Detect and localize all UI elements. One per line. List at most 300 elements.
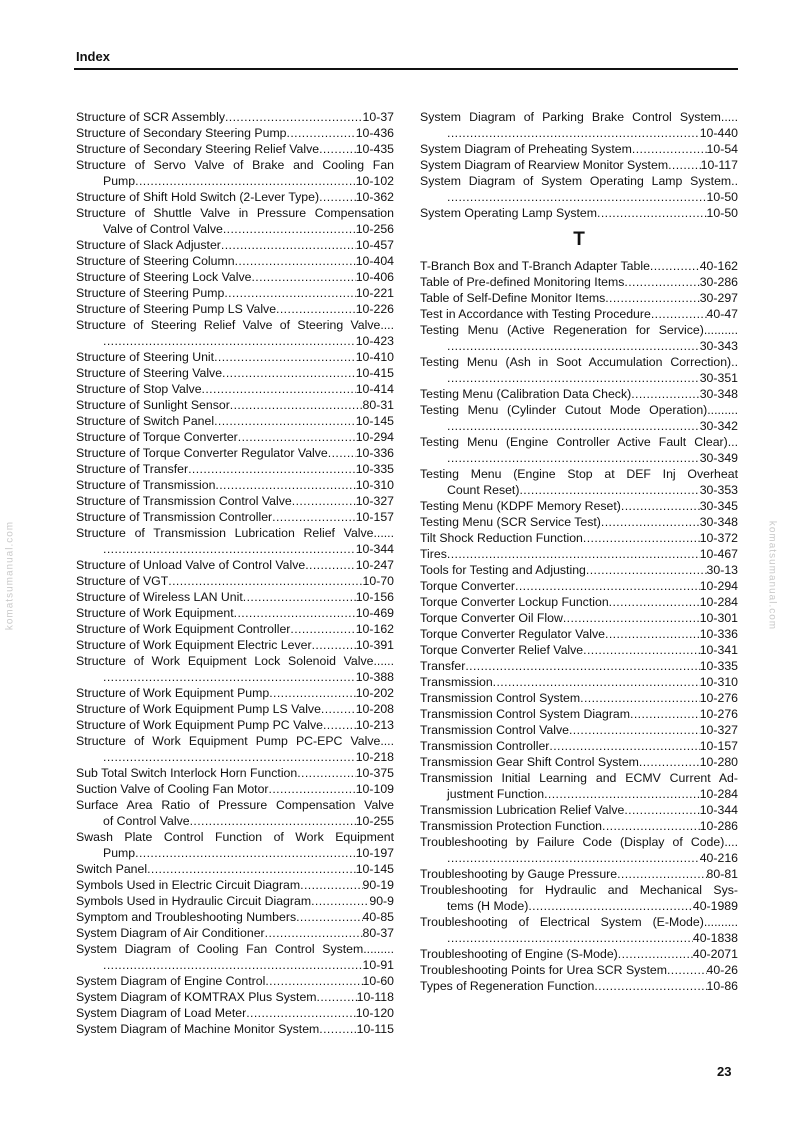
dot-leader [447,189,707,205]
dot-leader [215,477,355,493]
index-entry-text: Structure of Work Equipment Pump [76,686,270,700]
index-entry [76,973,394,989]
index-entry [420,706,738,722]
index-entry-text: Structure of Work Equipment Pump PC-EPC Valve.... [76,734,394,748]
index-entry-line [76,1021,394,1037]
index-entry-text: Symptom and Troubleshooting Numbers [76,910,297,924]
dot-leader [135,845,356,861]
index-entry-page: 10-280 [699,755,738,769]
index-entry-page: 30-348 [699,515,738,529]
dot-leader [319,141,356,157]
index-entry-text: Structure of Transmission Lubrication Relief Valve...... [76,526,394,540]
index-entry-page: 40-2071 [692,947,738,961]
index-entry-line [420,722,738,738]
index-entry-text: System Diagram of System Operating Lamp System.. [420,174,738,188]
dot-leader [276,301,356,317]
index-entry-line [420,306,738,322]
index-entry-text: Symbols Used in Electric Circuit Diagram [76,878,301,892]
index-entry-text: Transmission Gear Shift Control System [420,755,639,769]
index-entry-text: Structure of Work Equipment Pump LS Valve [76,702,321,716]
index-entry-line [420,546,738,562]
index-entry-line [420,594,738,610]
dot-leader [103,333,356,349]
index-entry [76,413,394,429]
dot-leader [297,765,355,781]
watermark-right: komatsumanual.com [766,520,778,631]
index-entry [76,733,394,765]
dot-leader [222,365,356,381]
index-entry-page: 10-335 [699,659,738,673]
index-entry-line [76,637,394,653]
dot-leader [224,285,355,301]
index-entry [76,637,394,653]
index-entry-page: 10-410 [355,350,394,364]
index-entry-line [76,141,394,157]
index-entry-text: Structure of Shift Hold Switch (2-Lever Type) [76,190,320,204]
index-entry-line [420,418,738,434]
index-entry-text: System Diagram of Preheating System [420,142,632,156]
index-entry-text: Structure of Secondary Steering Pump [76,126,287,140]
index-entry-page: 10-54 [706,142,738,156]
index-entry [76,861,394,877]
index-entry [76,1005,394,1021]
dot-leader [580,690,700,706]
dot-leader [319,189,356,205]
index-entry-line [420,738,738,754]
index-entry-text: Torque Converter Regulator Valve [420,627,606,641]
dot-leader [602,818,700,834]
index-entry-page: 10-70 [362,574,394,588]
index-entry-text: Symbols Used in Hydraulic Circuit Diagram [76,894,312,908]
index-entry-line [420,802,738,818]
index-entry [76,1021,394,1037]
index-entry-page: 10-362 [355,190,394,204]
dot-leader [447,370,700,386]
index-entry-page: 10-423 [355,334,394,348]
index-entry-text: Structure of Steering Unit [76,350,215,364]
index-entry-text: Structure of Work Equipment Controller [76,622,291,636]
index-entry-line [420,658,738,674]
dot-leader [632,141,707,157]
index-entry-page: 30-353 [699,483,738,497]
index-entry [76,237,394,253]
index-entry-line [420,946,738,962]
dot-leader [465,658,699,674]
index-entry [76,109,394,125]
index-entry-line [420,866,738,882]
index-entry-page: 10-294 [355,430,394,444]
index-entry-text: Structure of Secondary Steering Relief Valve [76,142,320,156]
dot-leader [311,893,369,909]
dot-leader [292,493,356,509]
index-entry [420,834,738,866]
index-entry-line [76,285,394,301]
index-entry-line [76,381,394,397]
index-entry-text: System Diagram of Air Conditioner [76,926,265,940]
index-entry-line [76,605,394,621]
index-entry-line [76,877,394,893]
index-entry-line [76,621,394,637]
index-entry [76,621,394,637]
index-entry [420,626,738,642]
index-entry-line [76,301,394,317]
index-entry [420,290,738,306]
index-entry [420,386,738,402]
index-entry-page: 10-310 [699,675,738,689]
dot-leader [323,717,356,733]
index-entry-text: Troubleshooting by Failure Code (Display of Code).... [420,835,738,849]
index-entry-text: Structure of Steering Pump [76,286,225,300]
index-entry-text: System Diagram of Engine Control [76,974,266,988]
index-entry-page: 10-118 [356,990,394,1004]
index-entry-text: Transmission Lubrication Relief Valve [420,803,625,817]
index-entry-page: 40-47 [706,307,738,321]
index-entry-page: 10-336 [699,627,738,641]
index-entry-text: of Control Valve [103,814,190,828]
index-entry [420,882,738,914]
dot-leader [528,898,693,914]
index-entry-line [420,786,738,802]
index-entry-line [76,573,394,589]
index-entry-page: 10-344 [355,542,394,556]
dot-leader [447,418,700,434]
index-entry-page: 10-156 [355,590,394,604]
index-entry-line [76,557,394,573]
index-entry [76,509,394,525]
index-entry-line [420,290,738,306]
index-entry-line [76,253,394,269]
index-entry-text: Structure of Steering Lock Valve [76,270,252,284]
dot-leader [597,205,707,221]
index-entry [76,525,394,557]
dot-leader [290,621,355,637]
dot-leader [300,877,362,893]
index-entry-page: 10-284 [699,595,738,609]
dot-leader [605,290,699,306]
index-entry-text: Structure of Slack Adjuster [76,238,221,252]
index-entry-page: 10-256 [355,222,394,236]
index-entry-page: 10-50 [706,190,738,204]
index-entry-page: 40-1989 [692,899,738,913]
index-entry-line [76,365,394,381]
index-entry [76,701,394,717]
index-entry [420,802,738,818]
index-entry-text: Structure of SCR Assembly [76,110,225,124]
index-entry-text: System Operating Lamp System [420,206,598,220]
index-entry [420,738,738,754]
index-entry-text: Suction Valve of Cooling Fan Motor [76,782,269,796]
index-entry-page: 10-440 [699,126,738,140]
index-entry-page: 30-343 [699,339,738,353]
index-entry-page: 10-391 [355,638,394,652]
index-entry-text: Structure of VGT [76,574,169,588]
index-entry-page: 10-336 [355,446,394,460]
index-entry-line [76,861,394,877]
dot-leader [667,962,707,978]
index-entry [76,157,394,189]
index-entry-line [420,690,738,706]
dot-leader [238,429,356,445]
index-entry [76,925,394,941]
dot-leader [618,946,693,962]
index-entry-text: Troubleshooting by Gauge Pressure [420,867,618,881]
dot-leader [569,722,700,738]
dot-leader [544,786,700,802]
index-entry-page: 10-415 [355,366,394,380]
dot-leader [650,258,700,274]
dot-leader [221,237,356,253]
index-entry [420,962,738,978]
dot-leader [312,637,356,653]
index-entry-line [76,221,394,237]
index-entry [76,381,394,397]
index-entry-text: justment Function [447,787,545,801]
index-entry-page: 10-247 [355,558,394,572]
index-entry-page: 10-91 [362,958,394,972]
dot-leader [594,978,706,994]
index-entry-line [76,685,394,701]
dot-leader [631,386,700,402]
index-entry-text: Structure of Unload Valve of Control Valve [76,558,306,572]
index-entry-text: Sub Total Switch Interlock Horn Function [76,766,298,780]
index-entry-text: Structure of Wireless LAN Unit [76,590,243,604]
index-entry-page: 10-50 [706,206,738,220]
index-entry-text: Troubleshooting Points for Urea SCR System [420,963,667,977]
index-entry-page: 10-310 [355,478,394,492]
index-entry-line [76,701,394,717]
index-entry [76,717,394,733]
index-entry-page: 10-102 [355,174,394,188]
index-entry-line [76,109,394,125]
index-entry-text: Structure of Transmission Control Valve [76,494,292,508]
index-entry-text: Table of Self-Define Monitor Items [420,291,606,305]
index-entry [76,189,394,205]
index-column-right [420,109,738,994]
index-entry-text: Testing Menu (Engine Stop at DEF Inj Overheat [420,467,738,481]
index-entry-line [76,989,394,1005]
index-entry-page: 10-208 [355,702,394,716]
index-entry-line [420,498,738,514]
index-entry-line [76,269,394,285]
index-entry [76,557,394,573]
dot-leader [549,738,699,754]
index-entry-page: 10-372 [699,531,738,545]
index-entry-text: Testing Menu (Cylinder Cutout Mode Operation)......... [420,403,738,417]
dot-leader [563,610,700,626]
index-entry-line [420,578,738,594]
index-entry-line [420,626,738,642]
index-entry [420,530,738,546]
dot-leader [272,509,356,525]
dot-leader [296,909,362,925]
dot-leader [246,1005,356,1021]
index-entry-page: 10-60 [362,974,394,988]
index-entry-text: Torque Converter Oil Flow [420,611,563,625]
dot-leader [319,1021,356,1037]
index-entry-text: Transmission Protection Function [420,819,603,833]
dot-leader [630,706,700,722]
index-entry-page: 10-375 [355,766,394,780]
index-entry-text: Troubleshooting of Engine (S-Mode) [420,947,618,961]
index-entry-text: Structure of Steering Relief Valve of Steering Valve.... [76,318,394,332]
index-entry-page: 10-221 [355,286,394,300]
index-entry-line [420,450,738,466]
index-entry [420,610,738,626]
index-entry-text: Structure of Sunlight Sensor [76,398,230,412]
index-entry-line [420,674,738,690]
dot-leader [103,749,356,765]
index-entry-text: Tilt Shock Reduction Function [420,531,583,545]
dot-leader [601,514,700,530]
dot-leader [305,557,355,573]
dot-leader [583,642,700,658]
index-entry [420,466,738,498]
dot-leader [202,381,356,397]
index-entry-page: 40-162 [699,259,738,273]
index-entry [76,429,394,445]
index-entry-text: System Diagram of Load Meter [76,1006,247,1020]
dot-leader [103,541,356,557]
index-entry [420,205,738,221]
index-entry-text: Swash Plate Control Function of Work Equipment [76,830,394,844]
index-entry-page: 30-342 [699,419,738,433]
index-entry [76,317,394,349]
dot-leader [609,594,700,610]
index-entry-line [76,461,394,477]
index-entry-text: Testing Menu (Active Regeneration for Service).......... [420,323,738,337]
index-entry [420,978,738,994]
index-entry [76,877,394,893]
dot-leader [519,482,699,498]
index-entry-line [76,413,394,429]
index-entry-line [420,258,738,274]
index-entry-page: 10-117 [700,158,738,172]
index-entry-page: 10-344 [699,803,738,817]
index-entry-line [76,589,394,605]
index-entry-text: Transmission Controller [420,739,550,753]
index-entry [420,109,738,141]
index-entry-text: System Diagram of KOMTRAX Plus System [76,990,317,1004]
index-entry-text: Transmission Control Valve [420,723,569,737]
index-entry [420,690,738,706]
index-entry-text: Testing Menu (Engine Controller Active Fault Clear)... [420,435,738,449]
index-entry [420,322,738,354]
index-entry-text: Structure of Transfer [76,462,189,476]
index-entry-page: 10-109 [355,782,394,796]
index-entry [76,253,394,269]
index-group-s-continued [420,109,738,221]
dot-leader [621,498,700,514]
dot-leader [234,605,356,621]
index-entry-line [76,925,394,941]
dot-leader [447,850,700,866]
index-entry [76,141,394,157]
index-entry [420,306,738,322]
index-entry-page: 40-85 [362,910,394,924]
index-entry-line [76,973,394,989]
index-entry-page: 10-284 [699,787,738,801]
index-entry-page: 10-86 [706,979,738,993]
index-entry [76,365,394,381]
index-entry-page: 10-145 [355,414,394,428]
index-entry-page: 10-157 [355,510,394,524]
index-entry-text: System Diagram of Rearview Monitor System [420,158,669,172]
index-entry-page: 10-276 [699,707,738,721]
dot-leader [447,546,700,562]
index-entry-line [76,125,394,141]
index-entry-text: Pump [103,174,136,188]
dot-leader [214,349,356,365]
index-entry [420,914,738,946]
index-entry-text: Structure of Servo Valve of Brake and Cooling Fan [76,158,394,172]
index-entry-line [420,850,738,866]
index-entry-text: Transfer [420,659,466,673]
index-entry-page: 10-327 [355,494,394,508]
index-entry-line [420,898,738,914]
index-entry-text: Switch Panel [76,862,148,876]
index-entry-text: Types of Regeneration Function [420,979,595,993]
index-entry-text: Transmission [420,675,493,689]
index-entry [76,445,394,461]
index-entry-text: Structure of Work Equipment [76,606,234,620]
index-entry-line [76,957,394,973]
index-entry-line [420,274,738,290]
index-entry-line [420,562,738,578]
index-entry-line [76,493,394,509]
index-column-left [76,109,394,1037]
index-entry [420,578,738,594]
page-header-title: Index [76,49,110,64]
index-entry-line [420,530,738,546]
dot-leader [103,669,356,685]
index-entry-page: 30-348 [699,387,738,401]
index-entry [420,157,738,173]
index-entry-line [420,157,738,173]
index-entry-page: 10-327 [699,723,738,737]
index-entry-text: Testing Menu (Ash in Soot Accumulation Correction).. [420,355,738,369]
dot-leader [147,861,356,877]
index-entry-text: System Diagram of Machine Monitor System [76,1022,320,1036]
dot-leader [168,573,362,589]
index-entry-text: Table of Pre-defined Monitoring Items [420,275,625,289]
index-entry [420,546,738,562]
index-entry-page: 30-13 [706,563,738,577]
index-entry-line [76,477,394,493]
index-entry [76,653,394,685]
index-entry-text: Troubleshooting of Electrical System (E-Mode).......... [420,915,738,929]
section-letter-heading: T [573,229,585,250]
index-entry-line [76,765,394,781]
index-entry-page: 10-414 [355,382,394,396]
index-entry-line [76,509,394,525]
index-entry-text: System Diagram of Parking Brake Control System..... [420,110,738,124]
index-entry-line [76,845,394,861]
dot-leader [515,578,700,594]
index-entry-text: Structure of Work Equipment Lock Solenoid Valve...... [76,654,394,668]
dot-leader [251,269,355,285]
dot-leader [447,125,700,141]
index-entry-line [76,781,394,797]
index-entry-text: Structure of Shuttle Valve in Pressure Compensation [76,206,394,220]
index-entry-text: Surface Area Ratio of Pressure Compensation Valve [76,798,394,812]
index-entry [420,946,738,962]
index-entry [76,829,394,861]
dot-leader [243,589,356,605]
index-entry [76,909,394,925]
dot-leader [265,925,363,941]
dot-leader [447,338,700,354]
index-entry [76,781,394,797]
